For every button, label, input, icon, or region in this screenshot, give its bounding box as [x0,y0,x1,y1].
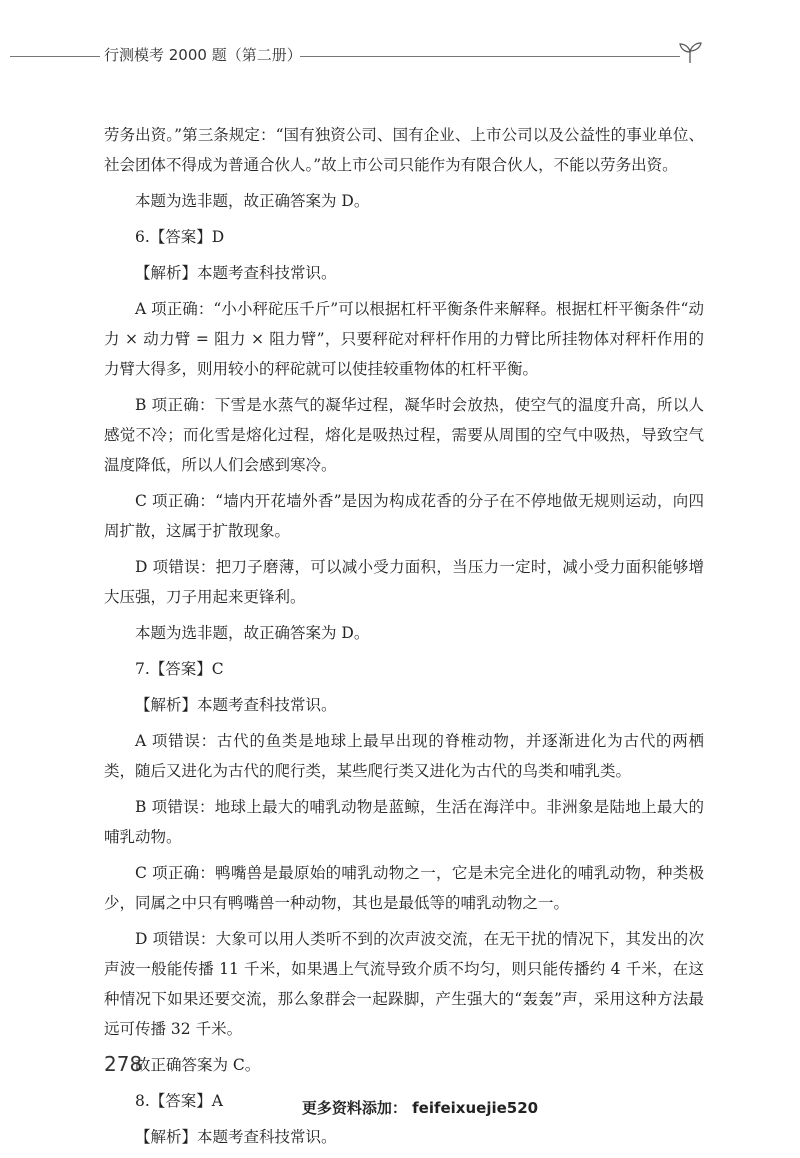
header-rule-left [10,56,100,57]
header-rule-right [300,56,680,57]
paragraph: B 项正确：下雪是水蒸气的凝华过程，凝华时会放热，使空气的温度升高，所以人感觉不冷；而化雪是熔化过程，熔化是吸热过程，需要从周围的空气中吸热，导致空气温度降低，所以人们会感到寒冷。 [104,396,704,474]
footer-text: 更多资料添加： feifeixuejie520 [301,1099,539,1117]
paragraph: A 项错误：古代的鱼类是地球上最早出现的脊椎动物，并逐渐进化为古代的两栖类，随后又进化为古代的爬行类，某些爬行类又进化为古代的鸟类和哺乳类。 [104,732,704,780]
page-number: 278 [104,1052,143,1076]
paragraph: 劳务出资。”第三条规定：“国有独资公司、国有企业、上市公司以及公益性的事业单位、社会团体不得成为普通合伙人。”故上市公司只能作为有限合伙人，不能以劳务出资。 [104,126,704,174]
footer-note [0,1097,800,1118]
analysis-heading: 【解析】本题考查科技常识。 [135,696,337,714]
paragraph: C 项正确：鸭嘴兽是最原始的哺乳动物之一，它是未完全进化的哺乳动物，种类极少，同属之中只有鸭嘴兽一种动物，其也是最低等的哺乳动物之一。 [104,864,704,912]
paragraph: C 项正确：“墙内开花墙外香”是因为构成花香的分子在不停地做无规则运动，向四周扩散，这属于扩散现象。 [104,492,704,540]
answer-heading: 8.【答案】A [135,1092,223,1110]
answer-heading: 6.【答案】D [135,228,225,246]
paragraph: B 项错误：地球上最大的哺乳动物是蓝鲸，生活在海洋中。非洲象是陆地上最大的哺乳动物。 [104,798,704,846]
page-header [0,40,800,70]
paragraph: 本题为选非题，故正确答案为 D。 [135,192,370,210]
analysis-heading: 【解析】本题考查科技常识。 [135,264,337,282]
body-text [104,120,704,1158]
paragraph: 故正确答案为 C。 [135,1056,261,1074]
paragraph: D 项错误：大象可以用人类听不到的次声波交流，在无干扰的情况下，其发出的次声波一般能传播 11 千米，如果遇上气流导致介质不均匀，则只能传播约 4 千米，在这种情况下如果还要交流，那么象群会一起跺脚，产生强大的“轰轰”声，采用这种方法最远可传播 32 千米。 [104,930,704,1038]
analysis-heading: 【解析】本题考查科技常识。 [135,1128,337,1146]
answer-heading: 7.【答案】C [135,660,224,678]
paragraph: A 项正确：“小小秤砣压千斤”可以根据杠杆平衡条件来解释。根据杠杆平衡条件“动力 × 动力臂 = 阻力 × 阻力臂”，只要秤砣对秤杆作用的力臂比所挂物体对秤杆作用的力臂大得多，则用较小的秤砣就可以使挂较重物体的杠杆平衡。 [104,300,704,378]
sprout-icon [676,40,704,64]
book-title: 行测模考 2000 题（第二册） [104,46,302,64]
paragraph: 本题为选非题，故正确答案为 D。 [135,624,370,642]
paragraph: D 项错误：把刀子磨薄，可以减小受力面积，当压力一定时，减小受力面积能够增大压强，刀子用起来更锋利。 [104,558,704,606]
